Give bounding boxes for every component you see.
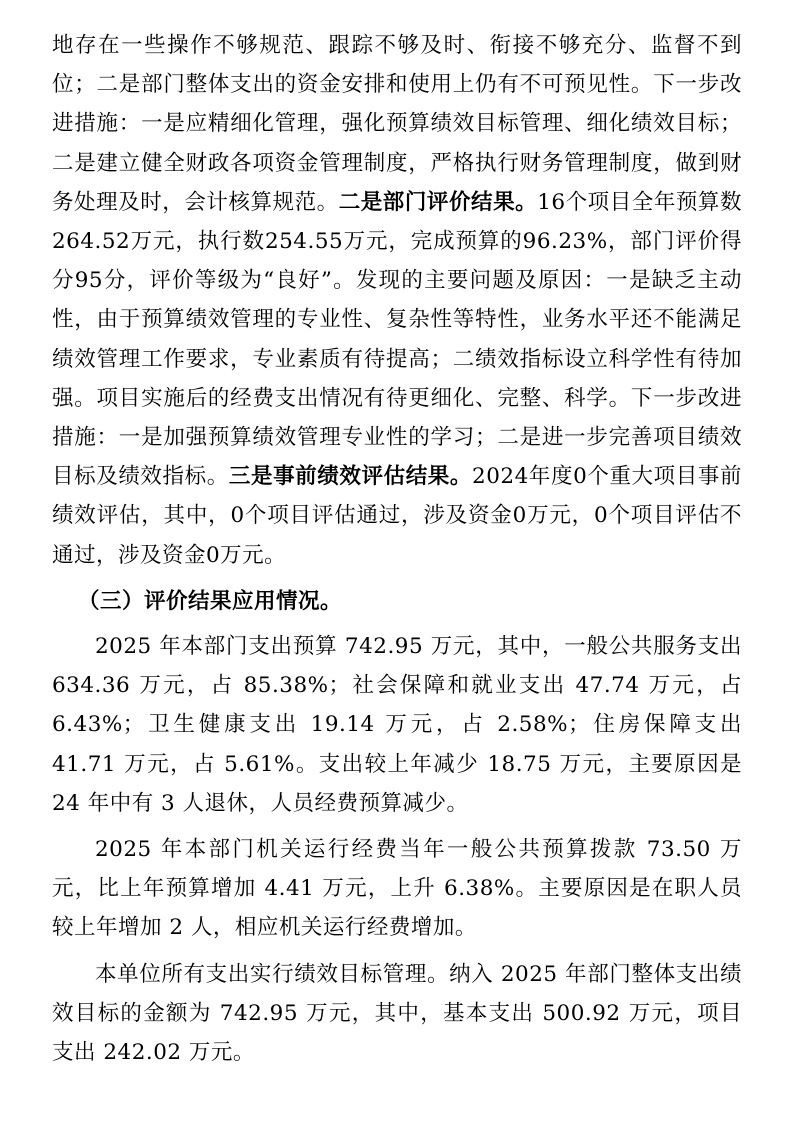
text-run: 16个项目全年预算数264.52万元，执行数254.55万元，完成预算的96.23%，部门评价得分95分，评价等级为“良好”。发现的主要问题及原因：一是缺乏主动性，由于预算绩效管理的专业性、复杂性等特性，业务水平还不能满足绩效管理工作要求，专业素质有待提高；二绩效指标设立科学性有待加强。项目实施后的经费支出情况有待更细化、完整、科学。下一步改进措施：一是加强预算绩效管理专业性的学习；二是进一步完善项目绩效目标及绩效指标。 [52, 189, 742, 490]
bold-subheading-prior-evaluation: 三是事前绩效评估结果。 [228, 464, 473, 490]
operating-expense-paragraph: 2025 年本部门机关运行经费当年一般公共预算拨款 73.50 万元，比上年预算增加 4.41 万元，上升 6.38%。主要原因是在职人员较上年增加 2 人，相应机关运行经费增加。 [52, 837, 742, 941]
performance-target-paragraph: 本单位所有支出实行绩效目标管理。纳入 2025 年部门整体支出绩效目标的金额为 742.95 万元，其中，基本支出 500.92 万元，项目支出 242.02 万元。 [52, 961, 742, 1066]
evaluation-results-paragraph [52, 26, 742, 575]
bold-subheading-department-evaluation: 二是部门评价结果。 [338, 189, 538, 215]
text-run: 地存在一些操作不够规范、跟踪不够及时、衔接不够充分、监督不到位；二是部门整体支出的资金安排和使用上仍有不可预见性。下一步改进措施：一是应精细化管理，强化预算绩效目标管理、细化绩效目标；二是建立健全财政各项资金管理制度，严格执行财务管理制度，做到财务处理及时，会计核算规范。 [52, 33, 742, 215]
text-run: 2024年度0个重大项目事前绩效评估，其中，0个项目评估通过，涉及资金0万元，0个项目评估不通过，涉及资金0万元。 [52, 464, 742, 568]
section-heading: （三）评价结果应用情况。 [78, 588, 343, 614]
document-page [52, 26, 742, 1072]
budget-paragraph: 2025 年本部门支出预算 742.95 万元，其中，一般公共服务支出 634.36 万元，占 85.38%；社会保障和就业支出 47.74 万元，占 6.43%；卫生健康支出 19.14 万元，占 2.58%；住房保障支出 41.71 万元，占 5.61%。支出较上年减少 18.75 万元，主要原因是 24 年中有 3 人退休，人员经费预算减少。 [52, 634, 742, 816]
